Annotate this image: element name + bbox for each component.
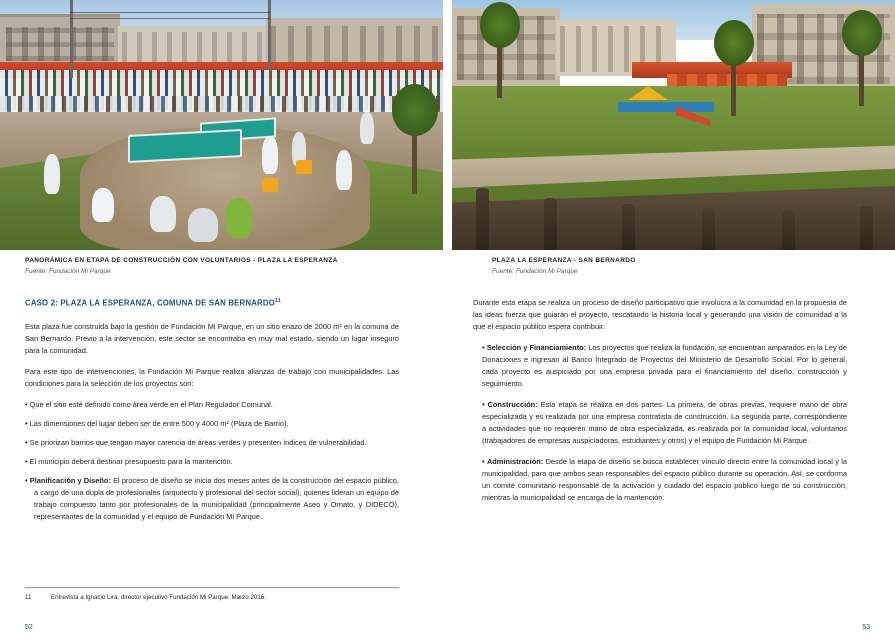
photo-wire-2 [70,18,270,19]
photo-tree [842,10,882,106]
bullet-text: Que el sitio esté definido como área verde en el Plan Regulador Comunal. [29,400,273,410]
bullet-text: El proceso de diseño se inicia dos meses antes de la construcción del espacio público, a cargo de una dupla de profesionales (arquitecto y profesional del sector social), quienes lideran un equipo de trabajo compuesto tanto por profesionales de la municipalidad (principalmente Aseo y Ornato, y DIDECO), representantes de la comunidad y el equipo de Fundación Mi Parque. [34,476,399,522]
caption-left [0,257,443,275]
bullet-text: El municipio deberá destinar presupuesto para la mantención. [29,457,233,467]
section-title-text: CASO 2: PLAZA LA ESPERANZA, COMUNA DE SAN BERNARDO [25,298,275,308]
column-gutter [399,297,473,641]
photo-bollard [476,188,489,250]
bullet-item-seleccion [473,342,847,390]
bullet-marker: • [482,456,485,466]
caption-left-title: PANORÁMICA EN ETAPA DE CONSTRUCCIÓN CON VOLUNTARIOS - PLAZA LA ESPERANZA [25,257,338,264]
caption-right [452,257,895,275]
footnote-area [25,587,399,601]
bullet-marker: • [25,419,28,429]
photo-worker-vest [226,198,252,238]
photo-playground-roof [628,86,668,100]
footnote-number: 11 [25,594,32,601]
bullet-marker: • [482,342,485,352]
section-title [25,297,399,310]
photo-building-right [266,18,443,66]
bullet-lead: Administración: [486,456,544,466]
photo-plaza-construction [0,0,443,250]
photo-pingpong-table-front [128,129,242,163]
bullet-item [25,418,399,430]
caption-left-source: Fuente: Fundación Mi Parque [25,268,111,275]
section-title-footnote-ref: 11 [274,298,282,304]
photo-bucket [296,160,312,174]
bullet-text: Se priorizan barrios que tengan mayor carencia de áreas verdes y presenten índices de vulnerabilidad. [29,438,367,448]
bullet-marker: • [482,399,485,409]
bullet-marker: • [25,476,28,486]
bullet-item-administracion [473,456,847,504]
bullet-text: Las dimensiones del lugar deben ser de entre 500 y 4000 m² (Plaza de Barrio). [29,419,289,429]
caption-right-source: Fuente: Fundación Mi Parque [492,268,578,275]
photo-tree [714,20,754,116]
photo-building-center [118,26,268,66]
page-number-right: 53 [862,624,870,631]
bullet-marker: • [25,438,28,448]
photo-volunteer [44,154,60,194]
bullet-item-construccion [473,399,847,447]
bullet-item [25,456,399,468]
photo-wire-1 [70,12,270,13]
bullet-marker: • [25,457,28,467]
caption-right-title: PLAZA LA ESPERANZA - SAN BERNARDO [492,257,636,264]
photo-volunteer [150,196,176,232]
caption-row [0,250,895,275]
bullet-item [25,399,399,411]
footnote-rule [25,587,399,588]
bullet-lead: Planificación y Diseño: [29,476,111,486]
photo-row [0,0,895,250]
bullet-text: Los proyectos que realiza la fundación, se encuentran amparados en la Ley de Donaciones e ingresan al Banco Íntegrado de Proyectos del Ministerio de Desarrollo Social. Por lo general, cada proyecto es auspiciado por una empresa privada para el financiamiento del diseño, construcción y seguimiento. [482,342,847,388]
bullet-lead: Selección y Financiamiento: [486,342,587,352]
bullet-text: Esta etapa se realiza en dos partes. La primera, de obras previas, requiere mano de obra especializada y es realizada por una empresa contratista de construcción. La segunda parte, correspondiente a actividades que no requieren mano de obra especializada, es realizada por la comunidad local, voluntarios (trabajadores de empresas auspiciadoras, estudiantes y otros) y el equipo de Fundación Mi Parque. [482,399,847,445]
paragraph-alliances: Para este tipo de intervenciones, la Fundación Mi Parque realiza alianzas de trabajo con municipalidades. Las condiciones para la selección de los proyectos son: [25,367,399,389]
photo-tree [480,2,520,98]
photo-bollard [622,204,635,250]
photo-volunteer [360,112,374,144]
photo-bollard [782,210,795,250]
photo-volunteer [336,150,352,190]
photo-volunteer [92,188,114,222]
paragraph-intro: Esta plaza fue construida bajo la gestión de Fundación Mi Parque, en un sitio eriazo de 2000 m² en la comuna de San Bernardo. Previo a la intervención, este sector se encontraba en muy mal estado, siendo un lugar inseguro para la comunidad. [25,322,399,356]
bullet-item-planificacion [25,475,399,523]
footnote-text: Entrevista a Ignacio Lira, director ejecutivo Fundación Mi Parque. Marzo 2016. [51,594,266,601]
photo-tree [392,84,438,194]
paragraph-participatory-design: Durante esta etapa se realiza un proceso de diseño participativo que involucra a la comunidad en la propuesta de las ideas fuerza que guiarán el proyecto, rescatando la historia local y generando una visión de comunidad a la que el espacio público espera contribuir. [473,298,847,331]
photo-playground [618,86,714,126]
bullet-text: Desde la etapa de diseño se busca establecer vínculo directo entre la comunidad local y la municipalidad, para que ambos sean responsables del espacio público durante su operación. Así, se conforma un comité comunitario responsable de la activación y cuidado del espacio público luego de su construcción, mientras la municipalidad se encarga de la mantención. [482,456,847,502]
footnote [25,594,399,601]
bullet-item [25,437,399,449]
column-right [473,297,847,641]
photo-utility-pole-2 [268,0,271,70]
photo-playground-deck [618,102,714,112]
photo-bollard [860,206,873,250]
photo-bucket [262,178,278,192]
photo-plaza-finished [452,0,895,250]
page-number-left: 52 [25,624,33,631]
photo-bollard [702,208,715,250]
bullet-lead: Construcción: [487,399,538,409]
caption-gutter [443,257,452,275]
photo-volunteer [188,208,218,242]
photo-bollard [544,198,557,250]
photo-volunteer [262,136,278,174]
photo-gutter [443,0,452,250]
bullet-marker: • [25,400,28,410]
